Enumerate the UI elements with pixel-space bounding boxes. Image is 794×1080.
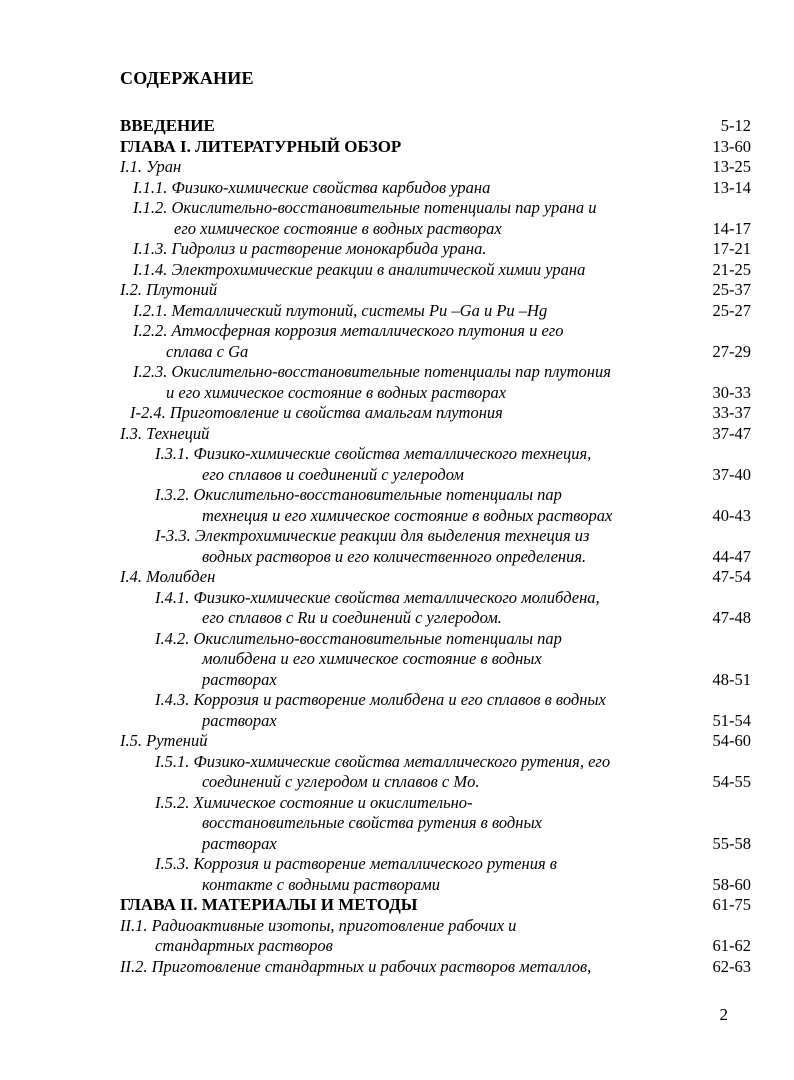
toc-entry bbox=[0, 629, 794, 650]
toc-entry-text: I.5.2. Химическое состояние и окислительно- bbox=[155, 792, 473, 812]
toc-entry bbox=[0, 321, 794, 342]
toc-entry-text: I.2. Плутоний bbox=[120, 280, 218, 299]
toc-entry-text: растворах bbox=[202, 710, 277, 730]
toc-entry-text: и его химическое состояние в водных растворах bbox=[166, 382, 507, 402]
toc-entry bbox=[0, 506, 794, 527]
toc-entry-text: ГЛАВА II. МАТЕРИАЛЫ И МЕТОДЫ bbox=[120, 895, 418, 914]
toc-entry bbox=[0, 752, 794, 773]
toc-entry-text: II.2. Приготовление стандартных и рабочих растворов металлов, bbox=[120, 956, 592, 976]
toc-entry-text: I.2.3. Окислительно-восстановительные потенциалы пар плутония bbox=[133, 362, 611, 381]
toc-entry bbox=[0, 649, 794, 670]
toc-entry-text: сплава с Ga bbox=[166, 341, 249, 361]
toc-entry-page: 48-51 bbox=[712, 669, 751, 689]
toc-entry-page: 21-25 bbox=[712, 259, 751, 279]
toc-entry-text: его химическое состояние в водных растворах bbox=[174, 218, 502, 238]
toc-entry-page: 37-40 bbox=[712, 464, 751, 484]
toc-entry-page: 54-55 bbox=[712, 772, 751, 791]
toc-entry bbox=[0, 116, 794, 137]
toc-entry-page: 61-75 bbox=[712, 895, 751, 914]
toc-entry-text: растворах bbox=[202, 669, 277, 689]
toc-entry bbox=[0, 424, 794, 445]
toc-entry bbox=[0, 793, 794, 814]
toc-entry-page: 25-27 bbox=[712, 300, 751, 320]
toc-entry-text: I.3.2. Окислительно-восстановительные потенциалы пар bbox=[155, 485, 562, 504]
toc-entry bbox=[0, 485, 794, 506]
toc-entry bbox=[0, 588, 794, 609]
toc-entry bbox=[0, 280, 794, 301]
toc-entry-text: I.1.4. Электрохимические реакции в аналитической химии урана bbox=[133, 259, 586, 279]
toc-entry-text: I.5.3. Коррозия и растворение металлического рутения в bbox=[155, 854, 557, 873]
toc-entry-text: I.5.1. Физико-химические свойства металлического рутения, его bbox=[155, 751, 611, 771]
toc-entry-page: 40-43 bbox=[712, 505, 751, 525]
toc-entry-text: I.3.1. Физико-химические свойства металлического технеция, bbox=[155, 444, 592, 463]
toc-entry bbox=[0, 342, 794, 363]
toc-entry-page: 13-60 bbox=[712, 136, 751, 156]
toc-entry bbox=[0, 198, 794, 219]
toc-entry-page: 25-37 bbox=[712, 280, 751, 299]
toc-entry-text: I.1. Уран bbox=[120, 157, 182, 176]
toc-entry-page: 30-33 bbox=[712, 382, 751, 402]
toc-entry-text: водных растворов и его количественного определения. bbox=[202, 546, 587, 566]
toc-entry bbox=[0, 403, 794, 424]
toc-entry bbox=[0, 444, 794, 465]
toc-entry-page: 5-12 bbox=[720, 116, 751, 135]
toc-entry bbox=[0, 362, 794, 383]
toc-entry-page: 62-63 bbox=[712, 956, 751, 976]
toc-entry bbox=[0, 916, 794, 937]
toc-entry bbox=[0, 137, 794, 158]
toc-entry-text: I-3.3. Электрохимические реакции для выделения технеция из bbox=[155, 526, 590, 545]
toc-entry-page: 13-14 bbox=[712, 177, 751, 197]
toc-entry-text: I.2.2. Атмосферная коррозия металлического плутония и его bbox=[133, 321, 564, 340]
toc-entry-text: его сплавов с Ru и соединений с углеродом. bbox=[202, 608, 502, 627]
toc-entry bbox=[0, 260, 794, 281]
toc-entry bbox=[0, 670, 794, 691]
toc-entry bbox=[0, 547, 794, 568]
toc-entry-page: 33-37 bbox=[712, 403, 751, 422]
toc-entry-page: 27-29 bbox=[712, 341, 751, 361]
toc-entry bbox=[0, 772, 794, 793]
toc-entry-text: I.1.1. Физико-химические свойства карбидов урана bbox=[133, 177, 491, 197]
page-title: СОДЕРЖАНИЕ bbox=[120, 68, 254, 88]
toc-entry-text: I.5. Рутений bbox=[120, 731, 208, 750]
toc-entry-text: молибдена и его химическое состояние в водных bbox=[202, 649, 542, 668]
toc-entry-text: I.4. Молибден bbox=[120, 567, 216, 586]
toc-entry-text: технеция и его химическое состояние в водных растворах bbox=[202, 505, 613, 525]
toc-entry-text: I.1.2. Окислительно-восстановительные потенциалы пар урана и bbox=[133, 198, 597, 217]
toc-entry-page: 51-54 bbox=[712, 710, 751, 730]
toc-entry bbox=[0, 219, 794, 240]
toc-entry-text: II.1. Радиоактивные изотопы, приготовление рабочих и bbox=[120, 915, 517, 935]
toc-entry bbox=[0, 567, 794, 588]
toc-entry-page: 13-25 bbox=[712, 157, 751, 176]
toc-entry-text: контакте с водными растворами bbox=[202, 874, 441, 894]
toc-entry bbox=[0, 834, 794, 855]
toc-entry-text: I.4.1. Физико-химические свойства металлического молибдена, bbox=[155, 587, 600, 607]
toc-entry bbox=[0, 383, 794, 404]
toc-entry-page: 55-58 bbox=[712, 833, 751, 853]
toc-entry-page: 54-60 bbox=[712, 731, 751, 750]
toc-entry-text: ГЛАВА I. ЛИТЕРАТУРНЫЙ ОБЗОР bbox=[120, 136, 402, 156]
toc-entry-text: соединений с углеродом и сплавов с Mo. bbox=[202, 772, 480, 791]
toc-entry bbox=[0, 157, 794, 178]
toc-entry-page: 17-21 bbox=[712, 239, 751, 258]
toc-entry-page: 61-62 bbox=[712, 936, 751, 955]
toc-entry bbox=[0, 854, 794, 875]
toc-entry-text: I.1.3. Гидролиз и растворение монокарбида урана. bbox=[133, 239, 487, 258]
toc-entry-page: 58-60 bbox=[712, 874, 751, 894]
toc-entry bbox=[0, 301, 794, 322]
toc-entry bbox=[0, 711, 794, 732]
toc-entry-text: растворах bbox=[202, 833, 277, 853]
toc-entry-text: I.3. Технеций bbox=[120, 423, 210, 443]
toc-entry bbox=[0, 465, 794, 486]
toc-entry-page: 37-47 bbox=[712, 423, 751, 443]
toc-entry bbox=[0, 936, 794, 957]
toc-entry bbox=[0, 957, 794, 978]
toc-entry bbox=[0, 895, 794, 916]
toc-entry bbox=[0, 731, 794, 752]
toc-entry bbox=[0, 813, 794, 834]
toc-entry bbox=[0, 178, 794, 199]
toc-entry-text: его сплавов и соединений с углеродом bbox=[202, 464, 464, 484]
page-number: 2 bbox=[719, 1005, 728, 1024]
toc-entry-text: I-2.4. Приготовление и свойства амальгам плутония bbox=[130, 403, 503, 422]
toc-entry bbox=[0, 875, 794, 896]
toc-entry bbox=[0, 690, 794, 711]
toc-entry-page: 14-17 bbox=[712, 218, 751, 238]
toc-entry bbox=[0, 239, 794, 260]
toc-entry-text: I.4.2. Окислительно-восстановительные потенциалы пар bbox=[155, 628, 562, 648]
toc-entry bbox=[0, 608, 794, 629]
toc-entry-text: I.4.3. Коррозия и растворение молибдена и его сплавов в водных bbox=[155, 690, 606, 709]
toc-entry-text: стандартных растворов bbox=[155, 936, 333, 955]
toc-entry-page: 47-48 bbox=[712, 608, 751, 627]
toc-entry-page: 44-47 bbox=[712, 546, 751, 566]
toc-entry-text: I.2.1. Металлический плутоний, системы Pu –Ga и Pu –Hg bbox=[133, 300, 548, 320]
toc-entry-text: восстановительные свойства рутения в водных bbox=[202, 813, 542, 832]
toc-entry-text: ВВЕДЕНИЕ bbox=[120, 116, 215, 135]
toc-entry bbox=[0, 526, 794, 547]
toc-entry-page: 47-54 bbox=[712, 567, 751, 586]
